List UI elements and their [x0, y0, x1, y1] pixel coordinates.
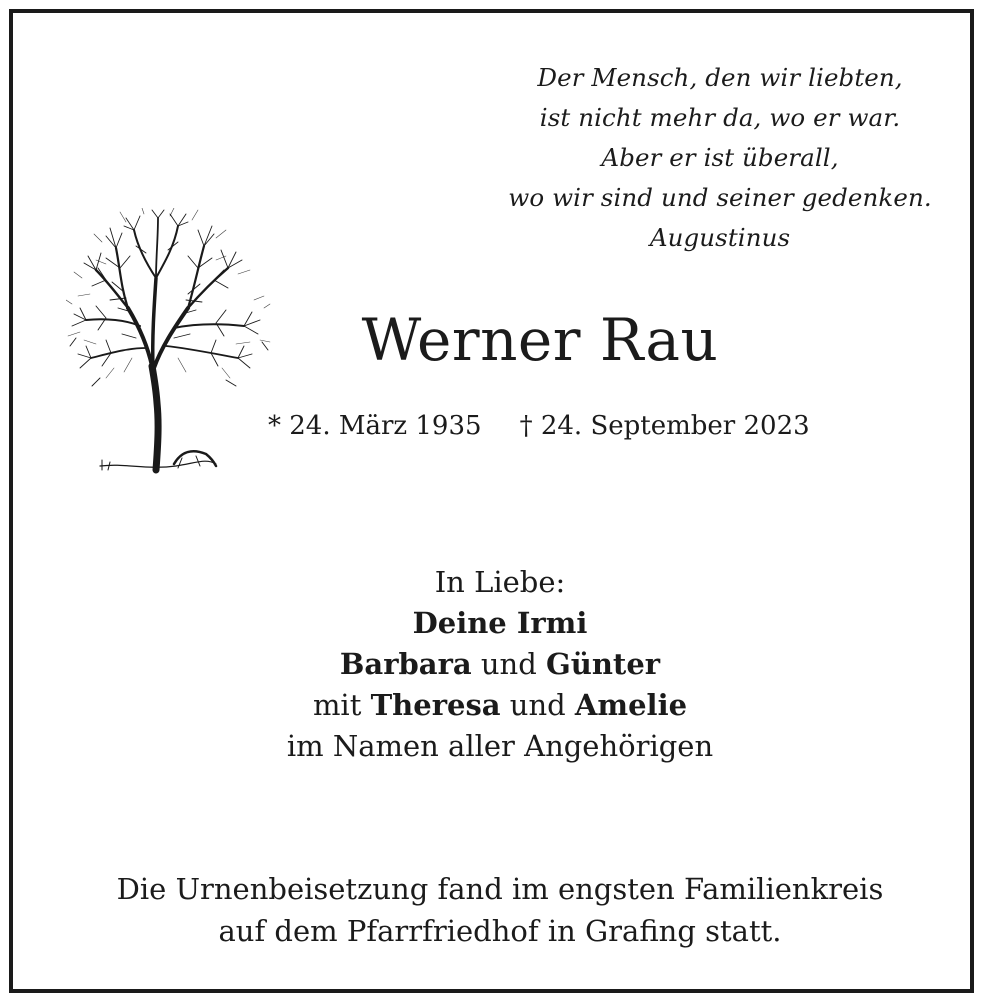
mourner-name: Günter	[546, 647, 661, 681]
preposition: mit	[312, 688, 371, 722]
quote-line: Aber er ist überall,	[601, 143, 839, 172]
bare-tree-icon	[66, 208, 271, 478]
quote-line: Der Mensch, den wir liebten,	[537, 63, 903, 92]
birth-date: * 24. März 1935	[268, 411, 482, 441]
mourners-block	[200, 562, 800, 767]
mourners-line	[200, 603, 800, 644]
quote-line: ist nicht mehr da, wo er war.	[539, 103, 901, 132]
quote-author: Augustinus	[649, 223, 791, 252]
deceased-name: Werner Rau	[361, 306, 719, 374]
burial-line: auf dem Pfarrfriedhof in Grafing statt.	[218, 914, 782, 948]
death-date: † 24. September 2023	[519, 411, 810, 441]
mourner-name: Amelie	[574, 688, 688, 722]
mourner-name: Theresa	[370, 688, 501, 722]
mourners-closing: im Namen aller Angehörigen	[286, 729, 714, 763]
mourners-intro: In Liebe:	[434, 565, 566, 599]
mourner-name: Barbara	[339, 647, 472, 681]
quote-line: wo wir sind und seiner gedenken.	[508, 183, 932, 212]
mourners-line	[200, 685, 800, 726]
memorial-quote	[470, 58, 970, 258]
conjunction: und	[500, 688, 575, 722]
mourner-name: Deine Irmi	[412, 606, 588, 640]
life-dates	[268, 408, 810, 444]
burial-line: Die Urnenbeisetzung fand im engsten Familienkreis	[116, 872, 884, 906]
burial-notice	[40, 868, 960, 952]
conjunction: und	[471, 647, 546, 681]
mourners-line	[200, 644, 800, 685]
